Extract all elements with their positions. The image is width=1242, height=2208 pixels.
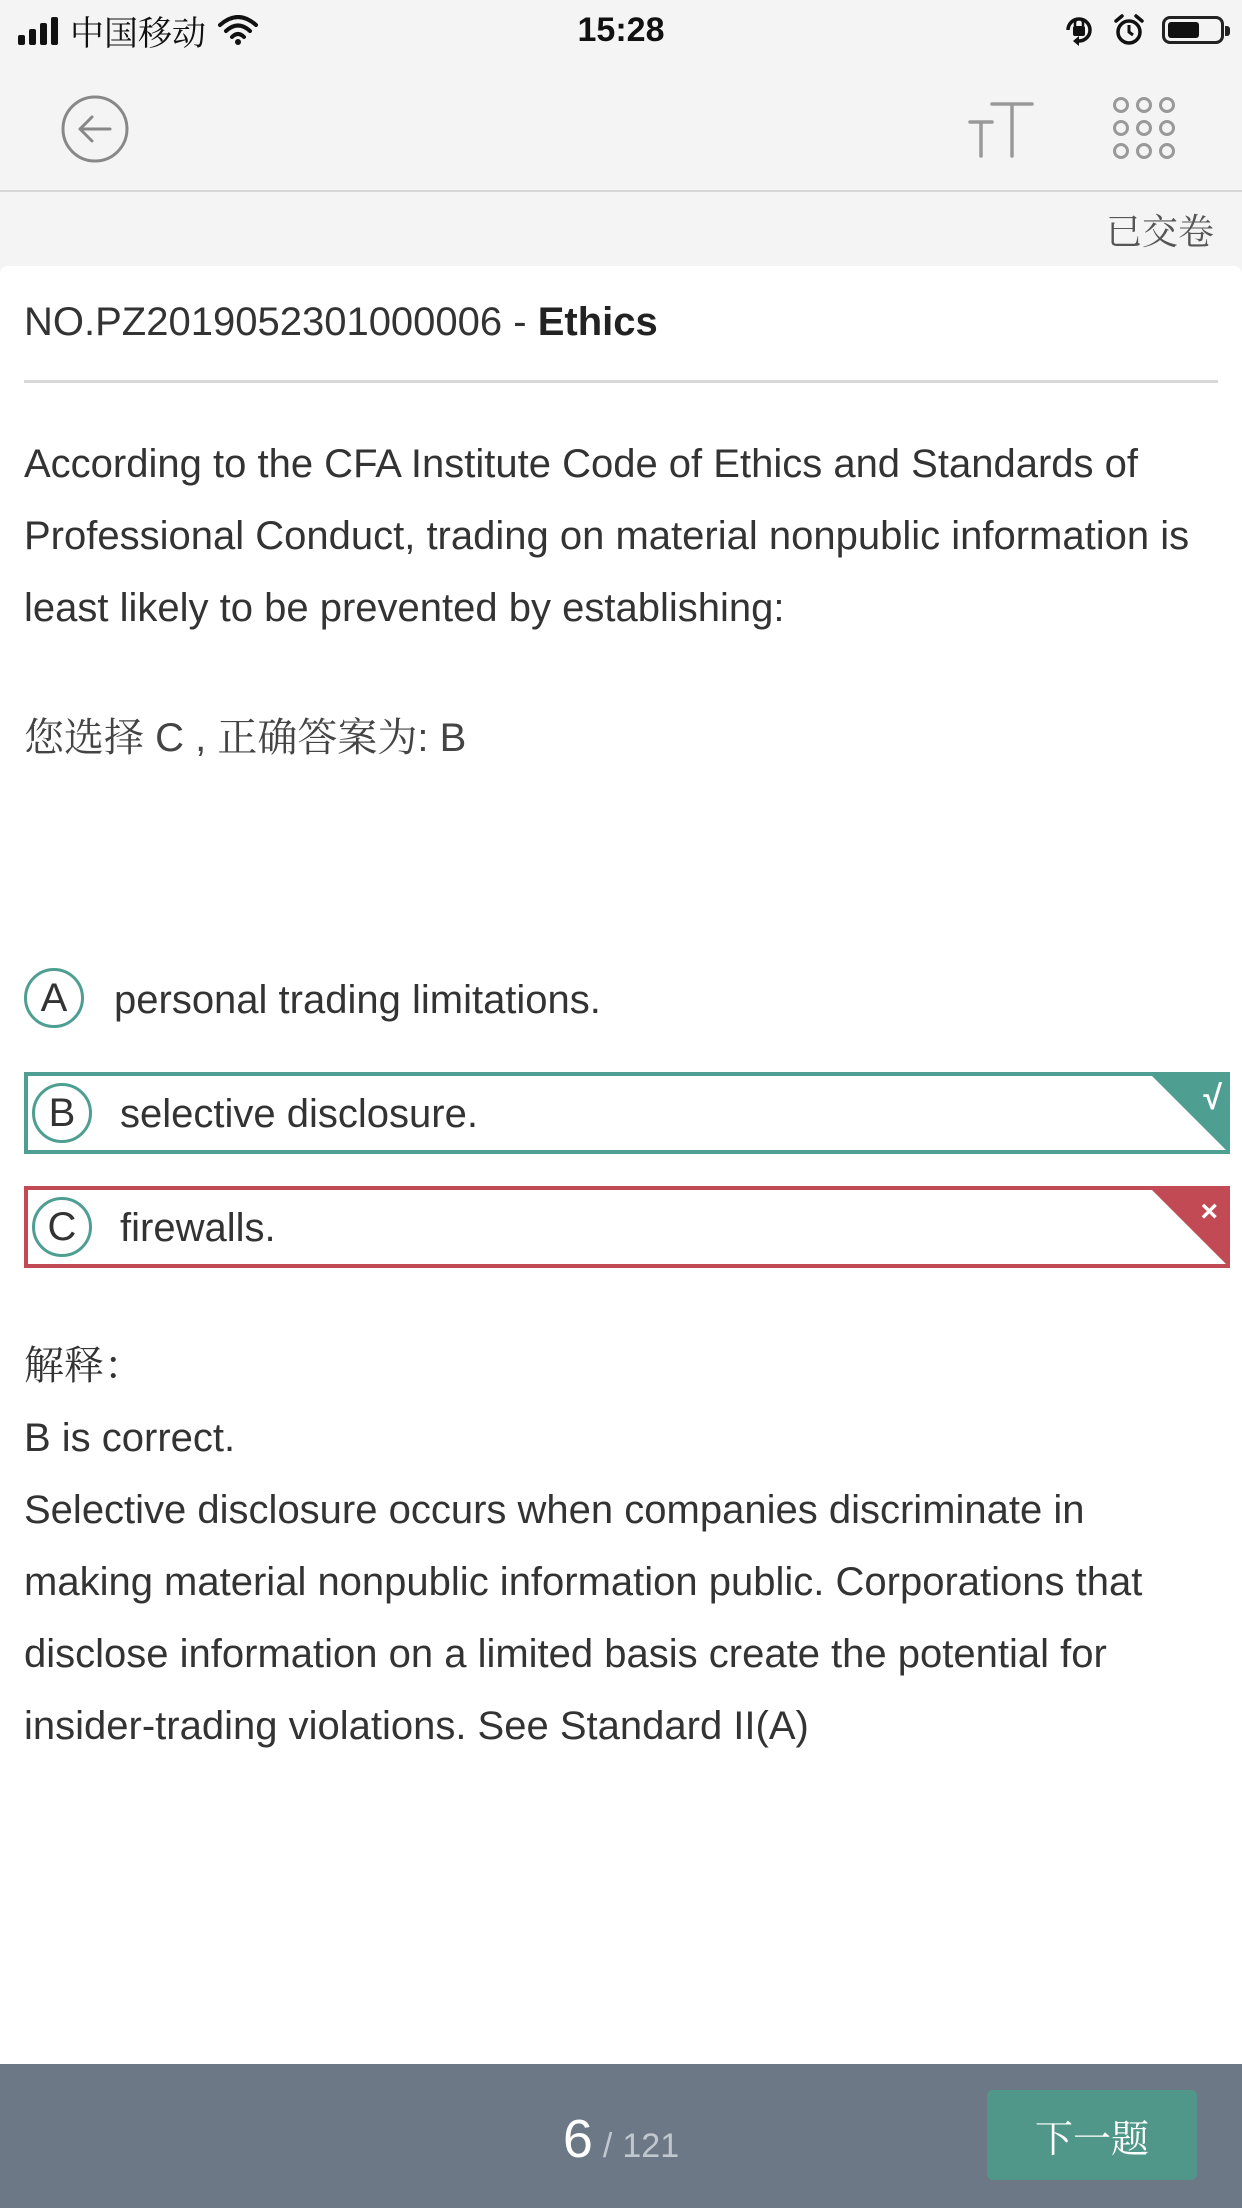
explanation-label: 解释： [24, 1344, 144, 1388]
bottom-bar [0, 2064, 1242, 2208]
grid-menu-icon[interactable] [1112, 96, 1176, 160]
option-a[interactable] [24, 964, 1230, 1034]
battery-icon [1162, 16, 1224, 44]
title-divider [24, 380, 1218, 383]
option-letter: A [24, 968, 84, 1028]
option-b[interactable] [24, 1072, 1230, 1154]
question-id: NO.PZ2019052301000006 [24, 300, 503, 344]
question-stem: According to the CFA Institute Code of Ethics and Standards of Professional Conduct, trading on material nonpublic information is least likely to be prevented by establishing: [24, 442, 1190, 630]
explanation [24, 1330, 1224, 1762]
option-letter: B [32, 1083, 92, 1143]
battery-fill [1168, 22, 1199, 38]
answer-summary: 您选择 C , 正确答案为: B [24, 716, 467, 760]
option-c[interactable] [24, 1186, 1230, 1268]
option-text: selective disclosure. [120, 1092, 478, 1136]
next-question-button[interactable]: 下一题 [987, 2090, 1197, 2180]
question-separator: - [502, 300, 538, 344]
nav-bar [0, 60, 1242, 192]
question-card [0, 266, 1242, 2064]
alarm-icon [1112, 13, 1146, 47]
status-time: 15:28 [577, 11, 665, 49]
explanation-body: Selective disclosure occurs when companies discriminate in making material nonpublic information public. Corporations that disclose information on a limited basis create the potential for insider-trading violations. See Standard II(A) [24, 1488, 1143, 1748]
status-right [1062, 10, 1224, 50]
option-text: firewalls. [120, 1206, 276, 1250]
rotation-lock-icon [1062, 13, 1096, 47]
status-bar [0, 0, 1242, 60]
back-arrow-icon[interactable] [60, 94, 130, 164]
explanation-first-line: B is correct. [24, 1416, 236, 1460]
carrier-name: 中国移动 [70, 14, 206, 53]
font-size-icon[interactable] [966, 100, 1036, 160]
total-pages: 121 [622, 2127, 680, 2165]
cross-icon: × [1200, 1195, 1218, 1228]
question-topic: Ethics [537, 300, 658, 344]
check-icon: √ [1203, 1079, 1222, 1117]
current-page: 6 [562, 2109, 593, 2169]
question-number [24, 300, 658, 345]
option-letter: C [32, 1197, 92, 1257]
option-text: personal trading limitations. [114, 978, 601, 1022]
page-separator: / [602, 2127, 613, 2165]
submitted-label: 已交卷 [1105, 211, 1214, 252]
